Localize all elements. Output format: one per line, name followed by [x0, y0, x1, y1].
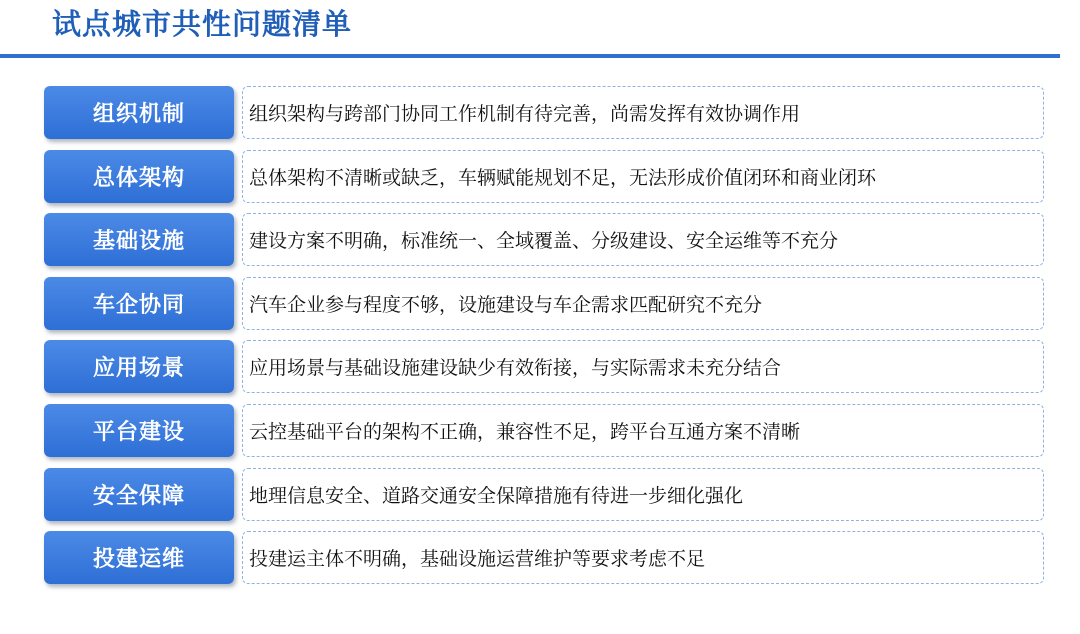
issue-description: 组织架构与跨部门协同工作机制有待完善，尚需发挥有效协调作用 — [242, 86, 1044, 139]
issue-category-label: 组织机制 — [44, 86, 234, 139]
issue-category-label: 平台建设 — [44, 404, 234, 457]
page-title: 试点城市共性问题清单 — [52, 7, 353, 41]
issue-description: 建设方案不明确，标准统一、全域覆盖、分级建设、安全运维等不充分 — [242, 213, 1044, 266]
issue-row — [44, 277, 1044, 330]
issue-description: 应用场景与基础设施建设缺少有效衔接，与实际需求未充分结合 — [242, 340, 1044, 393]
issue-description: 汽车企业参与程度不够，设施建设与车企需求匹配研究不充分 — [242, 277, 1044, 330]
issue-row — [44, 531, 1044, 584]
issue-description: 云控基础平台的架构不正确，兼容性不足，跨平台互通方案不清晰 — [242, 404, 1044, 457]
issue-description: 总体架构不清晰或缺乏，车辆赋能规划不足，无法形成价值闭环和商业闭环 — [242, 150, 1044, 203]
issue-category-label: 安全保障 — [44, 468, 234, 521]
issue-row — [44, 404, 1044, 457]
issue-row — [44, 213, 1044, 266]
issue-row — [44, 468, 1044, 521]
issue-description: 地理信息安全、道路交通安全保障措施有待进一步细化强化 — [242, 468, 1044, 521]
issue-category-label: 应用场景 — [44, 340, 234, 393]
issue-category-label: 基础设施 — [44, 213, 234, 266]
issue-row — [44, 340, 1044, 393]
issue-list — [44, 86, 1044, 595]
issue-category-label: 车企协同 — [44, 277, 234, 330]
issue-row — [44, 150, 1044, 203]
issue-category-label: 投建运维 — [44, 531, 234, 584]
title-underline — [0, 54, 1060, 58]
issue-description: 投建运主体不明确，基础设施运营维护等要求考虑不足 — [242, 531, 1044, 584]
issue-row — [44, 86, 1044, 139]
issue-category-label: 总体架构 — [44, 150, 234, 203]
